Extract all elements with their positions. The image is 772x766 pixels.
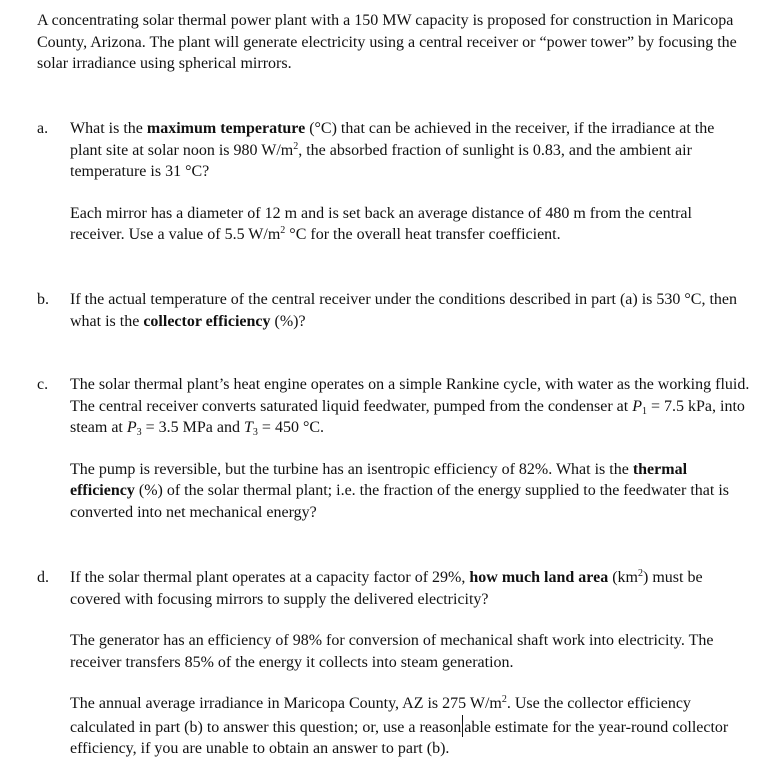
- part-a-details: Each mirror has a diameter of 12 m and is set back an average distance of 480 m from the central receiver. Use a value of 5.5 $W/m^2$ °C for the overall heat transfer coefficient.: [70, 204, 692, 243]
- collector-efficiency-term: collector efficiency: [143, 312, 271, 330]
- part-a: [37, 118, 737, 246]
- part-c-label: c.: [37, 376, 49, 393]
- part-d-question: If the solar thermal plant operates at a capacity factor of 29%, how much land area $(km^2)$ must be covered with focusing mirrors to supply the delivered electricity?: [70, 568, 703, 608]
- part-d: [37, 567, 737, 760]
- land-area-term: how much land area: [469, 569, 609, 586]
- maximum-temperature-term: maximum temperature: [146, 120, 306, 137]
- part-d-label: d.: [37, 569, 49, 586]
- part-c-question: The pump is reversible, but the turbine has an isentropic efficiency of 82%. What is the thermal efficiency (%) of the solar thermal plant; i.e. the fraction of the energy supplied to the feedwater that is converted into net mechanical energy?: [70, 460, 730, 521]
- part-b: [37, 289, 737, 332]
- thermal-efficiency-term: thermal efficiency: [70, 460, 688, 499]
- part-d-generator-info: The generator has an efficiency of 98% for conversion of mechanical shaft work into electricity. The receiver transfers 85% of the energy it collects into steam generation.: [70, 632, 714, 671]
- problem-intro: A concentrating solar thermal power plant with a 150 MW capacity is proposed for construction in Maricopa County, Arizona. The plant will generate electricity using a central receiver or “power tower” by focusing the solar irradiance using spherical mirrors.: [37, 12, 737, 72]
- part-c-setup: The solar thermal plant’s heat engine operates on a simple Rankine cycle, with water as the working fluid. The central receiver converts saturated liquid feedwater, pumped from the condenser at $P_1 = 7.5$ kPa, into steam at $P_3 = 3.5$ MPa and $T_3 = 450$ °C.: [70, 376, 750, 438]
- part-b-label: b.: [37, 291, 49, 308]
- part-b-question: If the actual temperature of the central receiver under the conditions described in part (a) is 530 °C, then what is the collector efficiency (%)?: [70, 291, 738, 330]
- part-d-irradiance-info: The annual average irradiance in Maricopa County, AZ is 275 $W/m^2$. Use the collector efficiency calculated in part (b) to answer this question; or, use a reason able estimate for the year-round collector efficiency, if you are unable to obtain an answer to part (b).: [70, 694, 729, 757]
- part-a-question: What is the maximum temperature (°C) that can be achieved in the receiver, if the irradiance at the plant site at solar noon is 980 $W/m^2$, the absorbed fraction of sunlight is 0.83, and the ambient air temperature is 31 °C?: [70, 120, 715, 180]
- part-a-label: a.: [37, 120, 49, 137]
- part-c: [37, 374, 750, 523]
